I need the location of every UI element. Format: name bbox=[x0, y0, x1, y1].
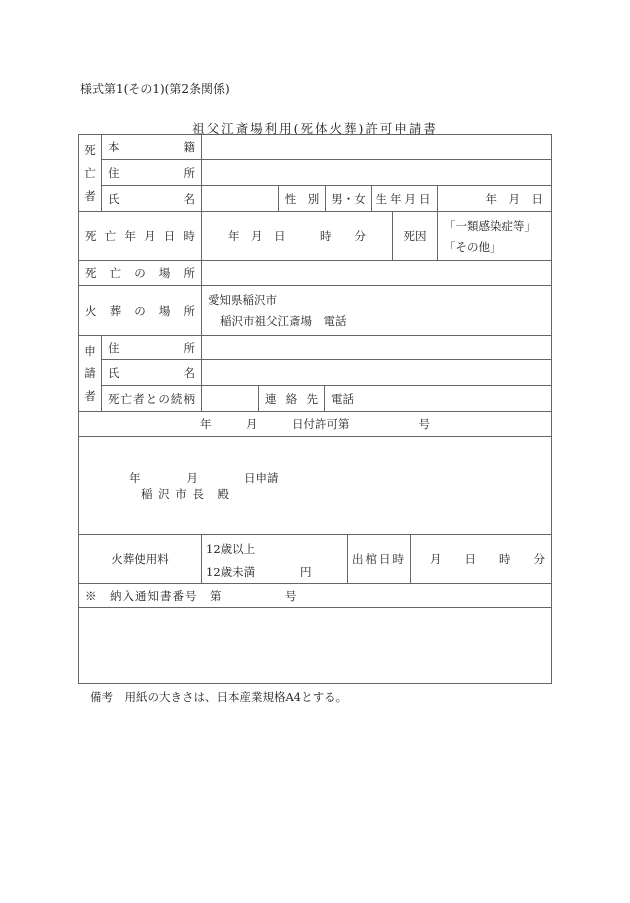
label: 死亡年月日時 bbox=[85, 229, 195, 243]
deceased-address-field[interactable] bbox=[201, 159, 552, 186]
form-title: 祖父江斎場利用(死体火葬)許可申請書 bbox=[192, 121, 438, 136]
birth-label: 生年月日 bbox=[371, 185, 438, 212]
fee-under12: 12歳未満 bbox=[206, 565, 256, 579]
label: 住 所 bbox=[108, 340, 195, 355]
deceased-name-label bbox=[101, 185, 202, 212]
cremation-place-line1: 愛知県稲沢市 bbox=[208, 292, 277, 307]
deceased-address-label bbox=[101, 159, 202, 186]
application-block bbox=[78, 436, 552, 535]
cause-label: 死因 bbox=[392, 211, 438, 261]
char: 死 bbox=[84, 143, 96, 158]
honseki-field[interactable] bbox=[201, 134, 552, 160]
label: 氏 名 bbox=[108, 365, 195, 380]
addressee: 稲 沢 市 長 殿 bbox=[141, 487, 230, 501]
cause-option[interactable]: 「一類感染症等」 bbox=[444, 218, 536, 233]
fee-field[interactable] bbox=[201, 534, 348, 584]
death-place-field[interactable] bbox=[201, 260, 552, 286]
label: 死亡の場所 bbox=[85, 266, 195, 280]
label: 死亡者との続柄 bbox=[108, 391, 195, 406]
label: 住 所 bbox=[108, 165, 195, 180]
cremation-place-line2: 稲沢市祖父江斎場 電話 bbox=[220, 314, 347, 329]
blank-area bbox=[78, 607, 552, 684]
contact-label bbox=[258, 385, 325, 412]
sex-options[interactable]: 男・女 bbox=[325, 185, 372, 212]
relation-field[interactable] bbox=[201, 385, 259, 412]
contact-phone-field[interactable]: 電話 bbox=[324, 385, 552, 412]
applicant-address-field[interactable] bbox=[201, 335, 552, 360]
application-date: 年 月 日申請 bbox=[129, 471, 279, 485]
fee-over12: 12歳以上 bbox=[206, 542, 256, 556]
birth-date-field[interactable]: 年 月 日 bbox=[437, 185, 552, 212]
cremation-place-value bbox=[201, 285, 552, 336]
applicant-name-label bbox=[101, 359, 202, 386]
cause-option[interactable]: 「その他」 bbox=[444, 239, 502, 254]
label: 連絡先 bbox=[265, 391, 318, 406]
death-datetime-label bbox=[78, 211, 202, 261]
form-number: 様式第1(その1)(第2条関係) bbox=[80, 82, 230, 96]
fee-yen: 円 bbox=[300, 565, 312, 579]
cremation-place-label bbox=[78, 285, 202, 336]
char: 申 bbox=[84, 344, 96, 359]
death-place-label bbox=[78, 260, 202, 286]
relation-label bbox=[101, 385, 202, 412]
char: 者 bbox=[84, 388, 96, 403]
departure-label: 出棺日時 bbox=[347, 534, 411, 584]
label: 氏 名 bbox=[108, 191, 195, 206]
remarks: 備考 用紙の大きさは、日本産業規格A4とする。 bbox=[90, 690, 348, 704]
applicant-group-label bbox=[78, 335, 102, 412]
char: 請 bbox=[84, 366, 96, 381]
notice-number: ※ 納入通知書番号 第 号 bbox=[78, 583, 552, 608]
label: 火葬の場所 bbox=[85, 303, 195, 318]
deceased-name-field[interactable] bbox=[201, 185, 279, 212]
departure-field[interactable]: 月 日 時 分 bbox=[410, 534, 552, 584]
applicant-address-label bbox=[101, 335, 202, 360]
label: 本 籍 bbox=[108, 140, 195, 154]
death-datetime-field[interactable]: 年 月 日 時 分 bbox=[201, 211, 393, 261]
char: 者 bbox=[84, 188, 96, 203]
applicant-name-field[interactable] bbox=[201, 359, 552, 386]
deceased-group-label bbox=[78, 134, 102, 212]
sex-label: 性 別 bbox=[278, 185, 326, 212]
cause-options[interactable] bbox=[437, 211, 552, 261]
honseki-label bbox=[101, 134, 202, 160]
char: 亡 bbox=[84, 165, 96, 180]
fee-label: 火葬使用料 bbox=[78, 534, 202, 584]
permit-line: 年 月 日付許可第 号 bbox=[78, 411, 552, 437]
